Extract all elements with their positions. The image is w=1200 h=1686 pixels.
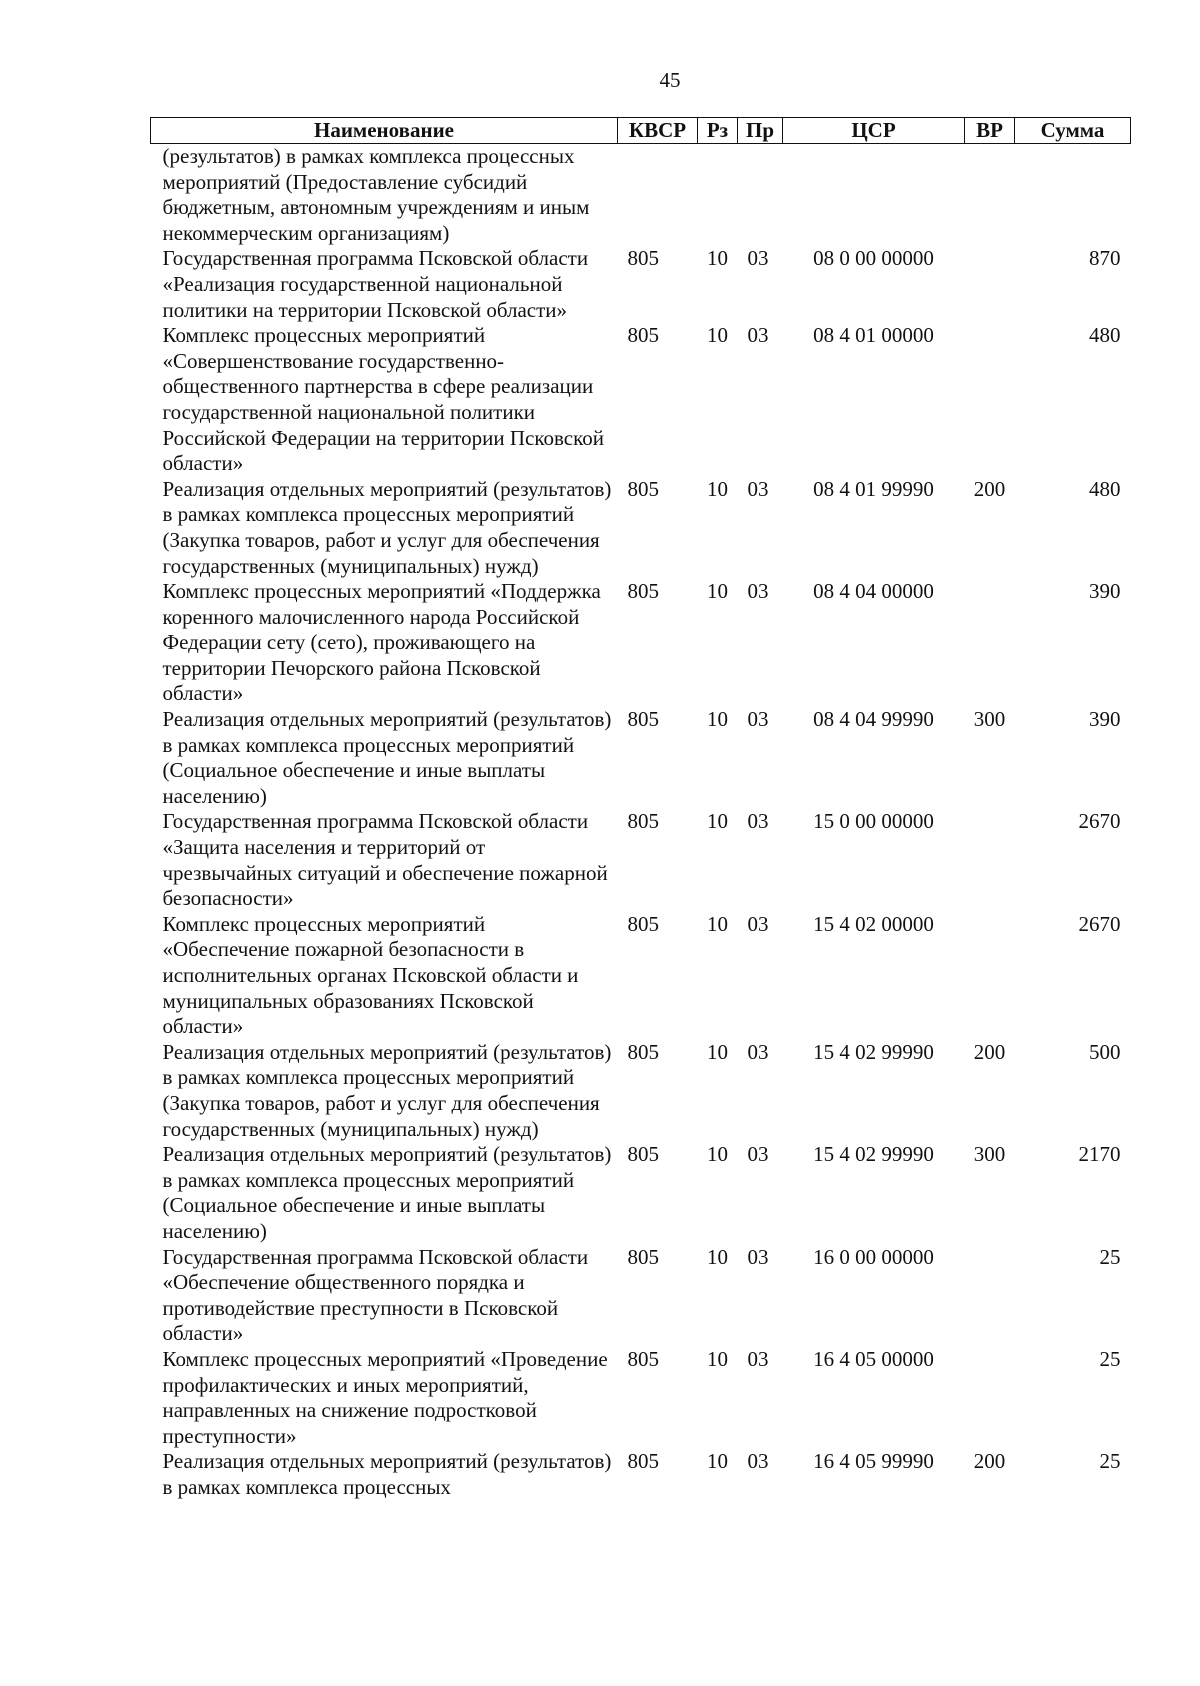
cell-vr: 300 — [973, 707, 1006, 732]
table-header-row — [151, 118, 1131, 144]
cell-rz: 10 — [707, 707, 728, 732]
cell-name: Реализация отдельных мероприятий (результатов) в рамках комплекса процессных мероприятий (Социальное обеспечение и иные выплаты населению) — [162, 707, 612, 808]
header-vr: ВР — [965, 118, 1015, 144]
cell-sum: 25 — [1099, 1449, 1121, 1474]
header-sum: Сумма — [1015, 118, 1131, 144]
header-name: Наименование — [151, 118, 618, 144]
cell-kvsr: 805 — [627, 1449, 659, 1474]
cell-kvsr: 805 — [627, 1142, 659, 1167]
cell-pr: 03 — [747, 579, 769, 604]
cell-kvsr: 805 — [627, 707, 659, 732]
table-row — [151, 246, 1131, 323]
cell-pr: 03 — [747, 1039, 769, 1064]
cell-pr: 03 — [747, 1449, 769, 1474]
cell-pr: 03 — [747, 809, 769, 834]
cell-csr: 16 4 05 99990 — [813, 1449, 934, 1474]
table-row — [151, 1040, 1131, 1142]
cell-csr: 08 4 01 99990 — [813, 476, 934, 501]
cell-rz: 10 — [707, 1142, 728, 1167]
cell-name: Реализация отдельных мероприятий (результатов) в рамках комплекса процессных мероприятий (Закупка товаров, работ и услуг для обеспечения государственных (муниципальных) нужд) — [162, 476, 612, 578]
cell-rz: 10 — [707, 911, 728, 936]
cell-name: Реализация отдельных мероприятий (результатов) в рамках комплекса процессных — [162, 1449, 612, 1499]
cell-sum: 2170 — [1078, 1142, 1121, 1167]
cell-name: Реализация отдельных мероприятий (результатов) в рамках комплекса процессных мероприятий (Закупка товаров, работ и услуг для обеспечения государственных (муниципальных) нужд) — [162, 1039, 612, 1141]
cell-csr: 08 4 01 00000 — [813, 323, 934, 348]
cell-sum: 500 — [1089, 1039, 1121, 1064]
table-row — [151, 1245, 1131, 1347]
cell-rz — [698, 144, 738, 247]
table-row — [151, 477, 1131, 579]
table-row — [151, 144, 1131, 247]
cell-sum: 25 — [1099, 1244, 1121, 1269]
cell-pr: 03 — [747, 1346, 769, 1371]
cell-vr — [965, 1245, 1015, 1347]
header-pr: Пр — [738, 118, 783, 144]
cell-vr — [965, 912, 1015, 1040]
cell-rz: 10 — [707, 579, 728, 604]
cell-name: Государственная программа Псковской области «Защита населения и территорий от чрезвычайных ситуаций и обеспечение пожарной безопасности» — [162, 809, 608, 911]
cell-vr: 200 — [973, 1449, 1006, 1474]
cell-sum — [1015, 144, 1131, 247]
cell-vr — [965, 579, 1015, 707]
cell-sum: 390 — [1089, 579, 1121, 604]
cell-pr: 03 — [747, 476, 769, 501]
table-row — [151, 707, 1131, 809]
budget-table — [150, 117, 1131, 1500]
cell-sum: 2670 — [1078, 911, 1121, 936]
cell-sum: 480 — [1089, 476, 1121, 501]
cell-sum: 390 — [1089, 707, 1121, 732]
cell-sum: 870 — [1089, 246, 1121, 271]
cell-kvsr: 805 — [627, 246, 659, 271]
cell-kvsr: 805 — [627, 1346, 659, 1371]
table-header — [151, 118, 1131, 144]
table-row — [151, 1142, 1131, 1244]
table-row — [151, 809, 1131, 911]
cell-pr: 03 — [747, 911, 769, 936]
cell-kvsr: 805 — [627, 579, 659, 604]
cell-name: Комплекс процессных мероприятий «Проведение профилактических и иных мероприятий, направленных на снижение подростковой преступности» — [162, 1346, 608, 1448]
cell-rz: 10 — [707, 1039, 728, 1064]
cell-kvsr: 805 — [627, 323, 659, 348]
cell-name: Комплекс процессных мероприятий «Совершенствование государственно-общественного партнерства в сфере реализации государственной национальной политики Российской Федерации на территории Псковской области» — [162, 323, 604, 476]
cell-vr: 200 — [973, 1039, 1006, 1064]
cell-csr: 16 0 00 00000 — [813, 1244, 934, 1269]
table-row — [151, 323, 1131, 477]
cell-kvsr: 805 — [627, 911, 659, 936]
cell-name: Реализация отдельных мероприятий (результатов) в рамках комплекса процессных мероприятий (Социальное обеспечение и иные выплаты населению) — [162, 1142, 612, 1243]
cell-vr: 200 — [973, 476, 1006, 501]
cell-name: (результатов) в рамках комплекса процессных мероприятий (Предоставление субсидий бюджетным, автономным учреждениям и иным некоммерческим организациям) — [162, 144, 590, 245]
cell-name: Комплекс процессных мероприятий «Поддержка коренного малочисленного народа Российской Федерации сету (сето), проживающего на территории Печорского района Псковской области» — [162, 579, 601, 706]
cell-sum: 2670 — [1078, 809, 1121, 834]
cell-name: Государственная программа Псковской области «Обеспечение общественного порядка и противодействие преступности в Псковской области» — [162, 1244, 589, 1346]
cell-rz: 10 — [707, 246, 728, 271]
cell-pr: 03 — [747, 707, 769, 732]
cell-pr: 03 — [747, 1142, 769, 1167]
cell-csr: 15 0 00 00000 — [813, 809, 934, 834]
cell-vr — [965, 144, 1015, 247]
cell-csr: 15 4 02 99990 — [813, 1142, 934, 1167]
cell-name: Комплекс процессных мероприятий «Обеспечение пожарной безопасности в исполнительных органах Псковской области и муниципальных образованиях Псковской области» — [162, 911, 579, 1039]
cell-kvsr: 805 — [627, 809, 659, 834]
cell-rz: 10 — [707, 476, 728, 501]
table-row — [151, 579, 1131, 707]
cell-rz: 10 — [707, 809, 728, 834]
cell-sum: 25 — [1099, 1346, 1121, 1371]
cell-csr — [783, 144, 965, 247]
cell-rz: 10 — [707, 1244, 728, 1269]
page-number: 45 — [659, 68, 681, 92]
table-body — [151, 144, 1131, 1501]
header-kvsr: КВСР — [618, 118, 698, 144]
cell-rz: 10 — [707, 323, 728, 348]
cell-kvsr: 805 — [627, 1039, 659, 1064]
cell-pr: 03 — [747, 246, 769, 271]
cell-kvsr: 805 — [627, 476, 659, 501]
cell-vr — [965, 323, 1015, 477]
cell-rz: 10 — [707, 1449, 728, 1474]
cell-vr — [965, 246, 1015, 323]
cell-kvsr — [618, 144, 698, 247]
header-csr: ЦСР — [783, 118, 965, 144]
table-row — [151, 1347, 1131, 1449]
cell-csr: 16 4 05 00000 — [813, 1346, 934, 1371]
cell-csr: 08 4 04 99990 — [813, 707, 934, 732]
cell-pr: 03 — [747, 323, 769, 348]
cell-vr: 300 — [973, 1142, 1006, 1167]
cell-vr — [965, 1347, 1015, 1449]
cell-kvsr: 805 — [627, 1244, 659, 1269]
cell-pr: 03 — [747, 1244, 769, 1269]
cell-vr — [965, 809, 1015, 911]
header-rz: Рз — [698, 118, 738, 144]
cell-name: Государственная программа Псковской области «Реализация государственной национальной политики на территории Псковской области» — [162, 246, 589, 322]
cell-pr — [738, 144, 783, 247]
cell-sum: 480 — [1089, 323, 1121, 348]
cell-csr: 08 4 04 00000 — [813, 579, 934, 604]
cell-csr: 15 4 02 00000 — [813, 911, 934, 936]
table-row — [151, 912, 1131, 1040]
table-row — [151, 1449, 1131, 1500]
cell-csr: 15 4 02 99990 — [813, 1039, 934, 1064]
cell-rz: 10 — [707, 1346, 728, 1371]
cell-csr: 08 0 00 00000 — [813, 246, 934, 271]
